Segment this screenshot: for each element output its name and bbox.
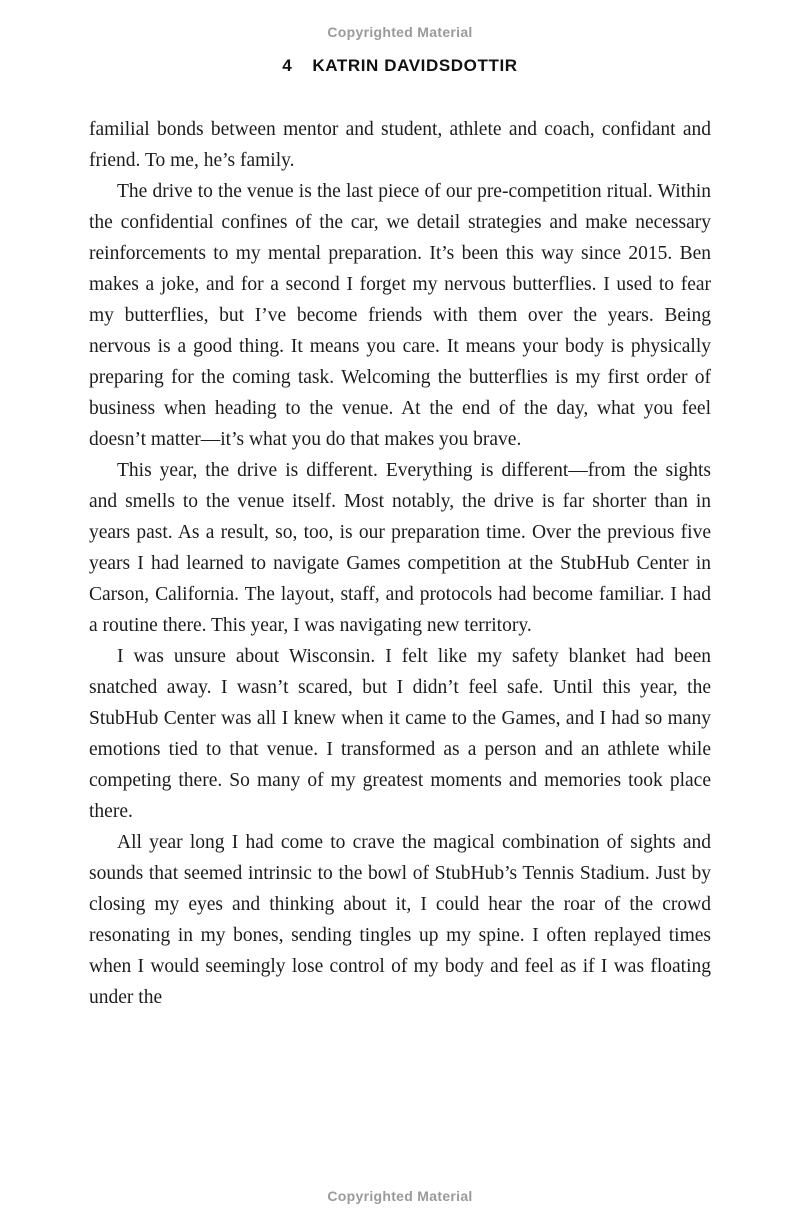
body-paragraph: This year, the drive is different. Everything is different—from the sights and smells to the venue itself. Most notably, the drive is far shorter than in years past. As a result, so, too, is our preparation time. Over the previous five years I had learned to navigate Games competition at the StubHub Center in Carson, California. The layout, staff, and protocols had become familiar. I had a routine there. This year, I was navigating new territory.	[89, 460, 711, 636]
body-paragraph: I was unsure about Wisconsin. I felt like my safety blanket had been snatched away. I wasn’t scared, but I didn’t feel safe. Until this year, the StubHub Center was all I knew when it came to the Games, and I had so many emotions tied to that venue. I transformed as a person and an athlete while competing there. So many of my greatest moments and memories took place there.	[89, 646, 711, 822]
body-paragraph: The drive to the venue is the last piece of our pre-competition ritual. Within the confidential confines of the car, we detail strategies and make necessary reinforcements to my mental preparation. It’s been this way since 2015. Ben makes a joke, and for a second I forget my nervous butterflies. I used to fear my butterflies, but I’ve become friends with them over the years. Being nervous is a good thing. It means you care. It means your body is physically preparing for the coming task. Welcoming the butterflies is my first order of business when heading to the venue. At the end of the day, what you feel doesn’t matter—it’s what you do that makes you brave.	[89, 181, 711, 450]
body-paragraph: All year long I had come to crave the magical combination of sights and sounds that seemed intrinsic to the bowl of StubHub’s Tennis Stadium. Just by closing my eyes and thinking about it, I could hear the roar of the crowd resonating in my bones, sending tingles up my spine. I often replayed times when I would seemingly lose control of my body and feel as if I was floating under the	[89, 832, 711, 1008]
running-head	[0, 56, 800, 76]
page-number: 4	[282, 56, 293, 75]
body-paragraph: familial bonds between mentor and student, athlete and coach, confidant and friend. To me, he’s family.	[89, 119, 711, 171]
copyright-notice-bottom: Copyrighted Material	[327, 1188, 473, 1204]
body-text	[89, 114, 711, 1013]
running-head-title: KATRIN DAVIDSDOTTIR	[312, 56, 518, 75]
copyright-notice-top: Copyrighted Material	[327, 24, 473, 40]
